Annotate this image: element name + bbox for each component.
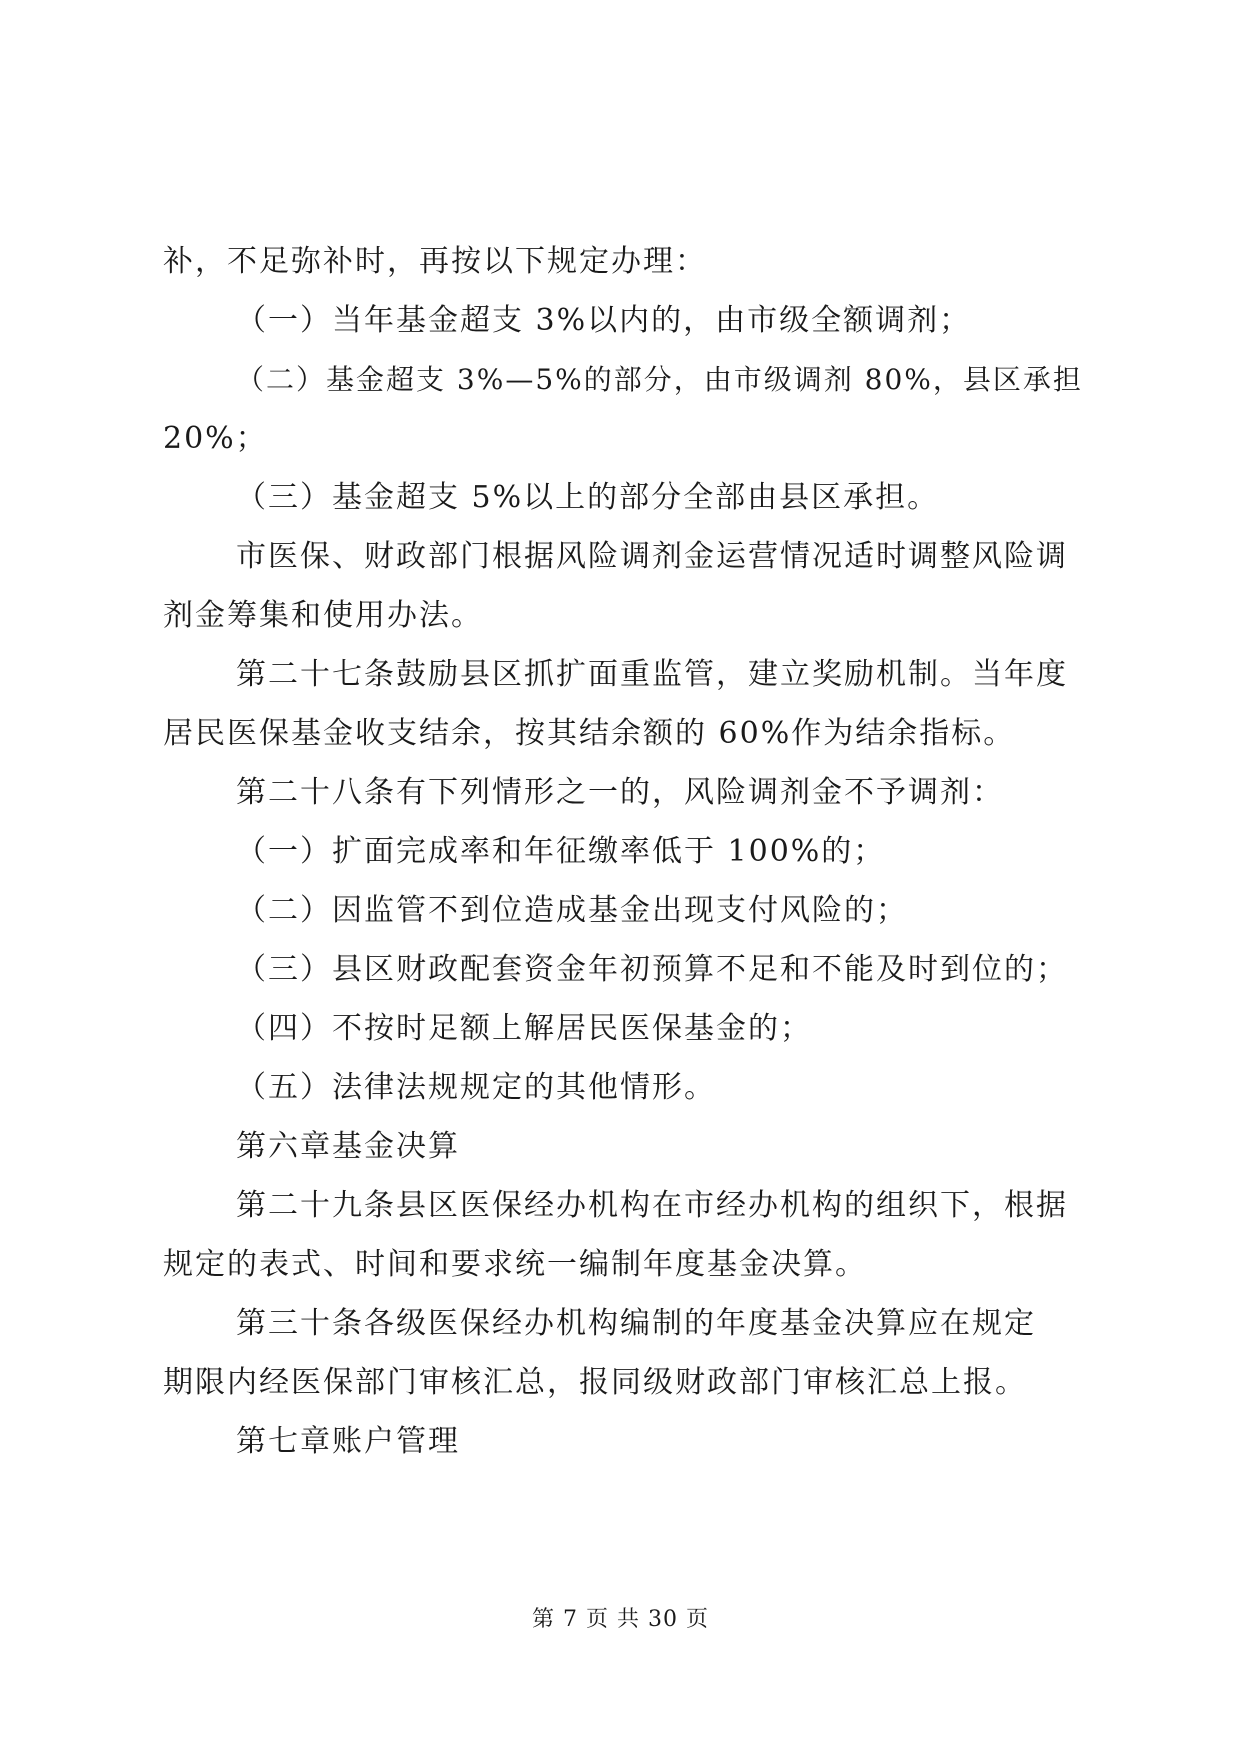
text-line: 第二十七条鼓励县区抓扩面重监管，建立奖励机制。当年度 [236, 657, 1068, 692]
document-body [163, 232, 1083, 1471]
text-line: 第二十九条县区医保经办机构在市经办机构的组织下，根据 [236, 1188, 1068, 1223]
text-line: 市医保、财政部门根据风险调剂金运营情况适时调整风险调 [236, 539, 1068, 574]
text-line: （四）不按时足额上解居民医保基金的； [236, 1011, 812, 1046]
text-line: 剂金筹集和使用办法。 [163, 598, 483, 633]
text-line: （二）因监管不到位造成基金出现支付风险的； [236, 893, 908, 928]
text-line: 补，不足弥补时，再按以下规定办理： [163, 244, 707, 279]
page-number-footer: 第 7 页 共 30 页 [532, 1607, 709, 1632]
text-line: （三）县区财政配套资金年初预算不足和不能及时到位的； [236, 952, 1068, 987]
text-line: 第三十条各级医保经办机构编制的年度基金决算应在规定 [236, 1306, 1036, 1341]
text-line: 第二十八条有下列情形之一的，风险调剂金不予调剂： [236, 775, 1004, 810]
text-line: 20%； [163, 421, 268, 456]
text-line: 期限内经医保部门审核汇总，报同级财政部门审核汇总上报。 [163, 1365, 1027, 1400]
text-line: （一）扩面完成率和年征缴率低于 100%的； [236, 834, 886, 869]
chapter-heading: 第七章账户管理 [236, 1424, 460, 1459]
text-line: 规定的表式、时间和要求统一编制年度基金决算。 [163, 1247, 867, 1282]
text-line: 居民医保基金收支结余，按其结余额的 60%作为结余指标。 [163, 716, 1016, 751]
text-line: （五）法律法规规定的其他情形。 [236, 1070, 716, 1105]
text-line: （三）基金超支 5%以上的部分全部由县区承担。 [236, 480, 940, 515]
chapter-heading: 第六章基金决算 [236, 1129, 460, 1164]
text-line: （二）基金超支 3%—5%的部分，由市级调剂 80%，县区承担 [236, 363, 1083, 396]
text-line: （一）当年基金超支 3%以内的，由市级全额调剂； [236, 303, 972, 338]
